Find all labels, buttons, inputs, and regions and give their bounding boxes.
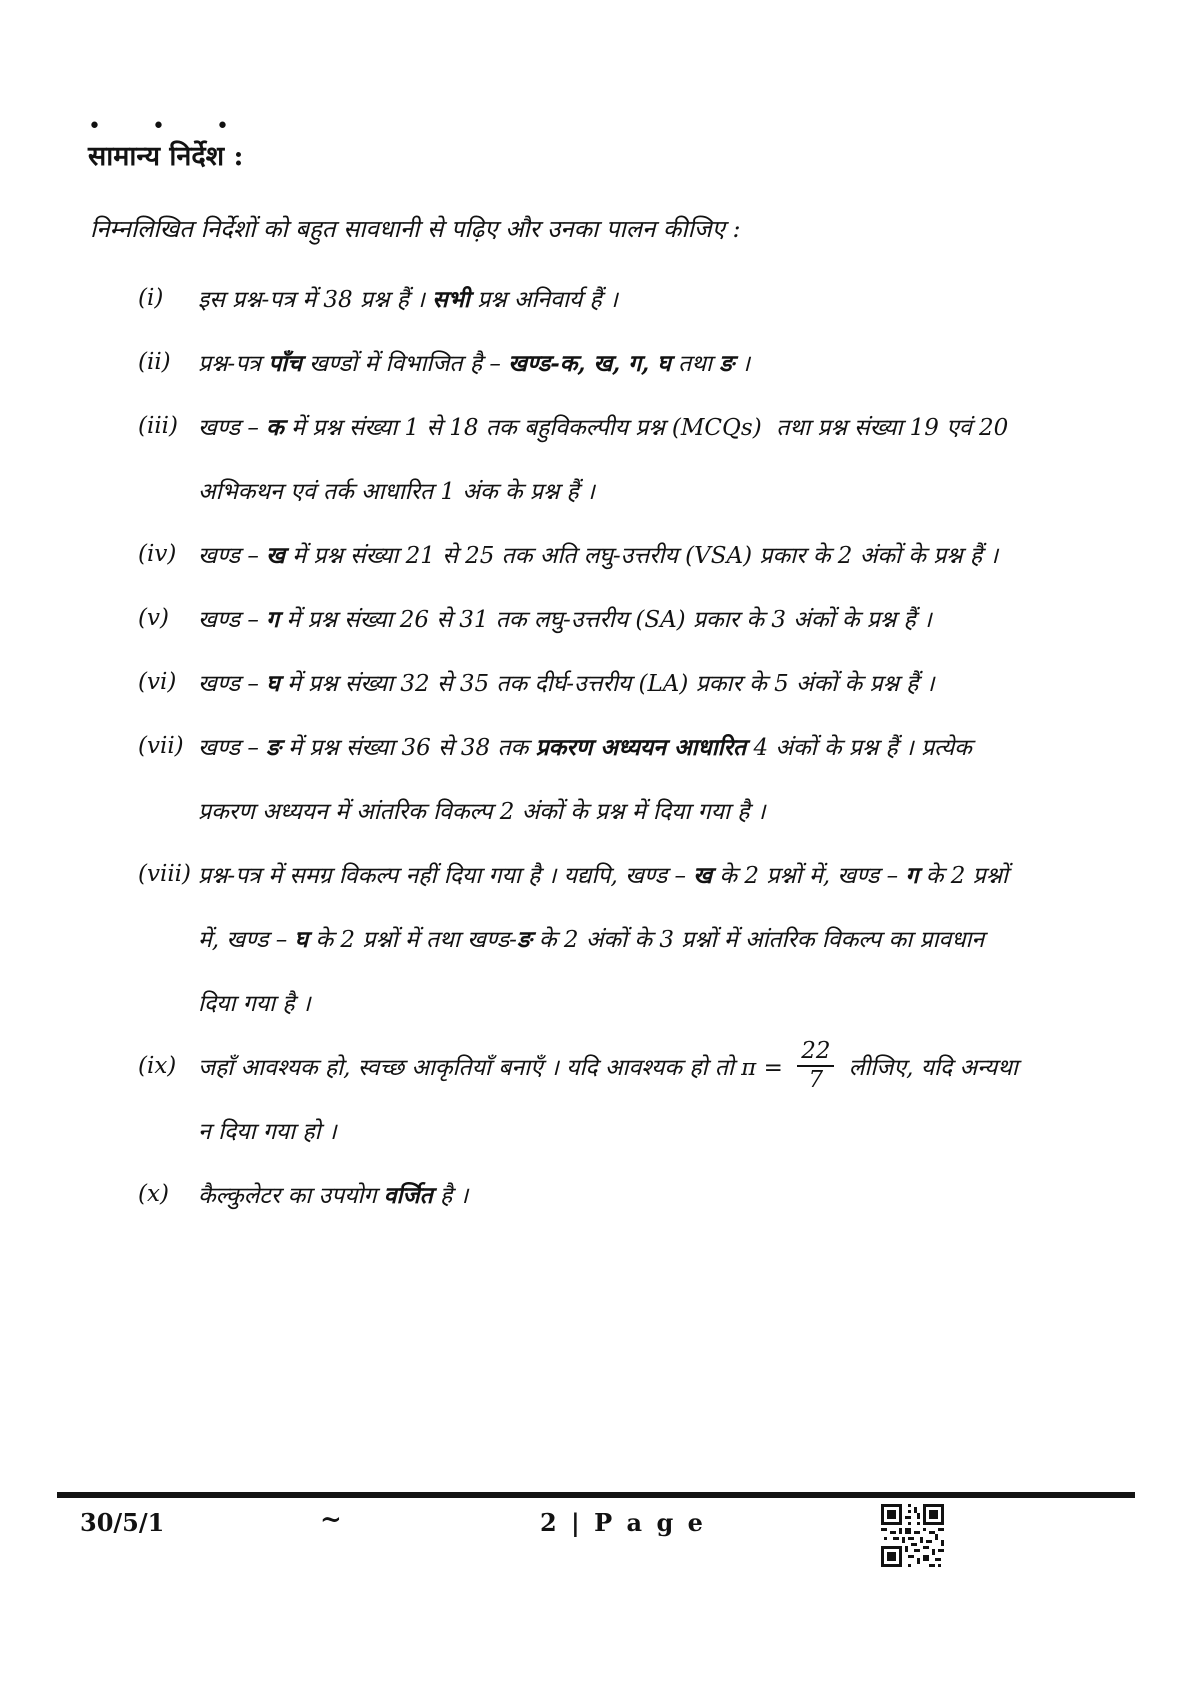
text: दिया गया है । xyxy=(198,991,311,1017)
page-number: 2 | P a g e xyxy=(540,1508,706,1537)
bold-text: ग xyxy=(905,862,919,889)
instruction-item-ii xyxy=(138,330,1160,394)
instruction-line xyxy=(198,522,1160,586)
instruction-content xyxy=(198,586,1160,650)
instruction-item-vii xyxy=(138,714,1160,842)
bold-text: खण्ड-क, ख, ग, घ xyxy=(508,350,671,377)
instruction-line xyxy=(198,1098,1160,1162)
instruction-line xyxy=(198,586,1160,650)
paper-code: 30/5/1 xyxy=(80,1508,165,1537)
instruction-marker: (iii) xyxy=(138,413,179,439)
text: 4 अंकों के प्रश्न हैं । प्रत्येक xyxy=(746,735,972,761)
text: में प्रश्न संख्या 26 से 31 तक लघु-उत्तरीय (SA) प्रकार के 3 अंकों के प्रश्न हैं । xyxy=(279,607,932,633)
text: के 2 प्रश्नों में तथा खण्ड- xyxy=(308,927,517,953)
instruction-content xyxy=(198,522,1160,586)
bold-text: वर्जित xyxy=(383,1182,433,1209)
bold-text: ग xyxy=(266,606,280,633)
instruction-content xyxy=(198,1162,1160,1226)
bold-text: घ xyxy=(294,926,309,953)
instruction-item-iv xyxy=(138,522,1160,586)
bold-text: घ xyxy=(266,670,280,697)
text: के 2 अंकों के 3 प्रश्नों में आंतरिक विकल्प का प्रावधान xyxy=(531,927,985,953)
text: के 2 प्रश्नों xyxy=(918,863,1008,889)
instruction-line xyxy=(198,1034,1160,1098)
instruction-line xyxy=(198,458,1160,522)
text: खण्ड – xyxy=(198,735,267,761)
instruction-line xyxy=(198,1162,1160,1226)
instruction-marker: (ii) xyxy=(138,349,171,375)
page-header xyxy=(88,114,251,173)
instruction-marker: (ix) xyxy=(138,1053,177,1079)
instruction-line xyxy=(198,778,1160,842)
text: प्रश्न-पत्र में समग्र विकल्प नहीं दिया गया है । यद्यपि, खण्ड – xyxy=(198,863,694,889)
instructions-list xyxy=(138,266,1160,1226)
pi-fraction: $\frac{22}{7}$ xyxy=(797,1039,834,1094)
instruction-item-viii xyxy=(138,842,1160,1034)
text: न दिया गया हो । xyxy=(198,1119,337,1145)
instruction-content xyxy=(198,842,1160,1034)
text: में, खण्ड – xyxy=(198,927,295,953)
instruction-marker: (iv) xyxy=(138,541,177,567)
text: प्रश्न-पत्र xyxy=(198,351,269,377)
instruction-item-ix xyxy=(138,1034,1160,1162)
instruction-line xyxy=(198,330,1160,394)
bold-text: प्रकरण अध्ययन आधारित xyxy=(535,734,747,761)
instruction-item-i xyxy=(138,266,1160,330)
instruction-content xyxy=(198,330,1160,394)
text: अभिकथन एवं तर्क आधारित 1 अंक के प्रश्न हैं । xyxy=(198,479,595,505)
text: तथा xyxy=(670,351,720,377)
text: है । xyxy=(432,1183,469,1209)
bold-text: पाँच xyxy=(268,350,302,377)
instruction-line xyxy=(198,842,1160,906)
instruction-line xyxy=(198,970,1160,1034)
text: खण्ड – xyxy=(198,543,267,569)
instruction-content xyxy=(198,1034,1160,1162)
bold-text: सभी xyxy=(432,286,470,313)
instruction-line xyxy=(198,650,1160,714)
text: खण्डों में विभाजित है – xyxy=(301,351,509,377)
instruction-marker: (i) xyxy=(138,285,164,311)
text: खण्ड – xyxy=(198,415,267,441)
bold-text: ङ xyxy=(266,734,281,761)
instruction-line xyxy=(198,906,1160,970)
text: इस प्रश्न-पत्र में 38 प्रश्न हैं । xyxy=(198,287,433,313)
bold-text: ङ xyxy=(719,350,734,377)
intro-line: निम्नलिखित निर्देशों को बहुत सावधानी से पढ़िए और उनका पालन कीजिए : xyxy=(90,215,741,243)
instruction-item-x xyxy=(138,1162,1160,1226)
footer-divider xyxy=(57,1492,1135,1498)
bullet-dots: • • • xyxy=(88,114,251,139)
text: में प्रश्न संख्या 21 से 25 तक अति लघु-उत्तरीय (VSA) प्रकार के 2 अंकों के प्रश्न हैं । xyxy=(285,543,999,569)
bold-text: ङ xyxy=(516,926,532,953)
text: खण्ड – xyxy=(198,671,267,697)
instruction-content xyxy=(198,266,1160,330)
text: के 2 प्रश्नों में, खण्ड – xyxy=(712,863,906,889)
general-instructions-heading: सामान्य निर्देश : xyxy=(88,141,244,172)
instruction-marker: (viii) xyxy=(138,861,192,887)
instruction-line xyxy=(198,266,1160,330)
text: जहाँ आवश्यक हो, स्वच्छ आकृतियाँ बनाएँ । यदि आवश्यक हो तो π = xyxy=(198,1055,791,1081)
tilde-mark: ~ xyxy=(320,1505,342,1535)
instruction-line xyxy=(198,394,1160,458)
text: लीजिए, यदि अन्यथा xyxy=(841,1055,1018,1081)
qr-code-icon xyxy=(879,1504,946,1567)
instruction-content xyxy=(198,394,1160,522)
bold-text: ख xyxy=(266,542,285,569)
instruction-content xyxy=(198,714,1160,842)
text: में प्रश्न संख्या 32 से 35 तक दीर्घ-उत्तरीय (LA) प्रकार के 5 अंकों के प्रश्न हैं । xyxy=(279,671,935,697)
instruction-line xyxy=(198,714,1160,778)
bold-text: ख xyxy=(693,862,713,889)
bold-text: क xyxy=(266,414,284,441)
text: । xyxy=(733,351,750,377)
instruction-item-v xyxy=(138,586,1160,650)
instruction-marker: (vi) xyxy=(138,669,177,695)
instruction-marker: (v) xyxy=(138,605,169,631)
text: खण्ड – xyxy=(198,607,267,633)
text: प्रश्न अनिवार्य हैं । xyxy=(469,287,618,313)
text: में प्रश्न संख्या 36 से 38 तक xyxy=(280,735,536,761)
instruction-item-iii xyxy=(138,394,1160,522)
text: में प्रश्न संख्या 1 से 18 तक बहुविकल्पीय प्रश्न (MCQs) तथा प्रश्न संख्या 19 एवं 20 xyxy=(283,415,1009,441)
instruction-item-vi xyxy=(138,650,1160,714)
instruction-marker: (vii) xyxy=(138,733,184,759)
text: कैल्कुलेटर का उपयोग xyxy=(198,1183,384,1209)
text: प्रकरण अध्ययन में आंतरिक विकल्प 2 अंकों के प्रश्न में दिया गया है । xyxy=(198,799,766,825)
instruction-content xyxy=(198,650,1160,714)
instruction-marker: (x) xyxy=(138,1181,169,1207)
